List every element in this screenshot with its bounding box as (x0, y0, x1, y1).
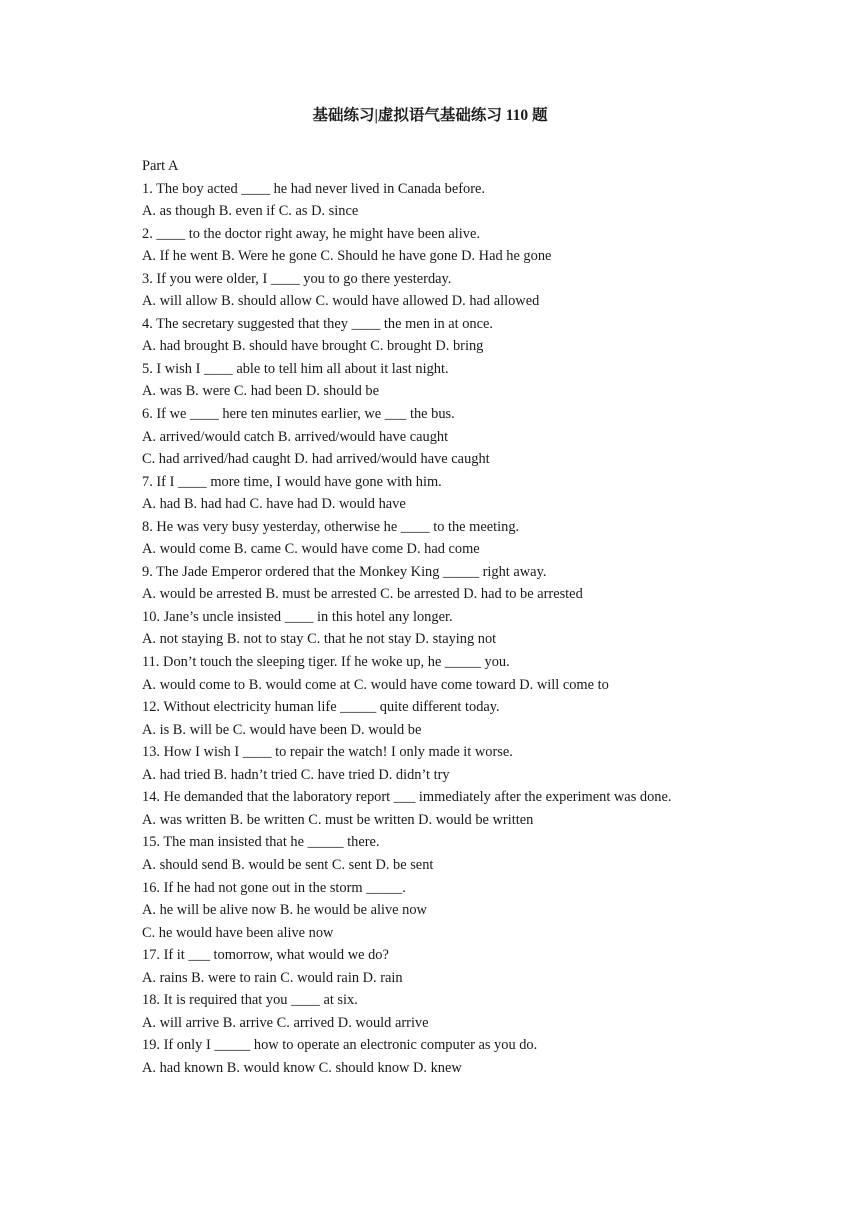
document-line: 2. ____ to the doctor right away, he might have been alive. (142, 225, 480, 242)
document-line: 18. It is required that you ____ at six. (142, 992, 358, 1009)
document-line: A. as though B. even if C. as D. since (142, 203, 359, 220)
document-line: 17. If it ___ tomorrow, what would we do? (142, 947, 389, 964)
document-line: A. If he went B. Were he gone C. Should he have gone D. Had he gone (142, 248, 552, 265)
document-line: 19. If only I _____ how to operate an electronic computer as you do. (142, 1037, 538, 1054)
document-line: 13. How I wish I ____ to repair the watch! I only made it worse. (142, 744, 513, 761)
document-line: A. will allow B. should allow C. would have allowed D. had allowed (142, 293, 540, 310)
document-line: C. he would have been alive now (142, 924, 334, 941)
document-line: 6. If we ____ here ten minutes earlier, we ___ the bus. (142, 406, 455, 423)
document-line: 11. Don’t touch the sleeping tiger. If he woke up, he _____ you. (142, 654, 510, 671)
document-line: A. will arrive B. arrive C. arrived D. would arrive (142, 1014, 429, 1031)
document-title: 基础练习|虚拟语气基础练习 110 题 (312, 107, 548, 124)
document-line: A. he will be alive now B. he would be alive now (142, 902, 427, 919)
document-line: 7. If I ____ more time, I would have gone with him. (142, 473, 442, 490)
document-line: A. was written B. be written C. must be written D. would be written (142, 811, 534, 828)
question-list (142, 178, 702, 1080)
document-line: A. had tried B. hadn’t tried C. have tried D. didn’t try (142, 766, 450, 783)
document-line: A. had brought B. should have brought C. brought D. bring (142, 338, 484, 355)
document-line: A. had known B. would know C. should know D. knew (142, 1059, 462, 1076)
document-line: 12. Without electricity human life _____ quite different today. (142, 699, 500, 716)
document-line: A. would be arrested B. must be arrested C. be arrested D. had to be arrested (142, 586, 583, 603)
section-heading: Part A (142, 158, 179, 174)
document-line: A. was B. were C. had been D. should be (142, 383, 379, 400)
document-line: 9. The Jade Emperor ordered that the Monkey King _____ right away. (142, 563, 547, 580)
document-body (142, 155, 702, 1079)
document-line: 8. He was very busy yesterday, otherwise he ____ to the meeting. (142, 518, 520, 535)
document-line: A. had B. had had C. have had D. would have (142, 496, 406, 513)
document-line: 15. The man insisted that he _____ there. (142, 834, 380, 851)
document-line: A. would come B. came C. would have come D. had come (142, 541, 480, 558)
document-line: A. is B. will be C. would have been D. would be (142, 721, 422, 738)
document-line: 14. He demanded that the laboratory report ___ immediately after the experiment was done. (142, 789, 672, 806)
document-line: A. rains B. were to rain C. would rain D. rain (142, 969, 403, 986)
document-line: 10. Jane’s uncle insisted ____ in this hotel any longer. (142, 608, 453, 625)
document-line: 3. If you were older, I ____ you to go there yesterday. (142, 270, 452, 287)
document-line: 4. The secretary suggested that they ____ the men in at once. (142, 315, 493, 332)
document-line: A. would come to B. would come at C. would have come toward D. will come to (142, 676, 609, 693)
document-line: A. should send B. would be sent C. sent D. be sent (142, 856, 434, 873)
document-line: 5. I wish I ____ able to tell him all about it last night. (142, 360, 449, 377)
document-line: A. not staying B. not to stay C. that he not stay D. staying not (142, 631, 497, 648)
document-line: A. arrived/would catch B. arrived/would have caught (142, 428, 449, 445)
document-line: C. had arrived/had caught D. had arrived/would have caught (142, 451, 490, 468)
document-line: 16. If he had not gone out in the storm _____. (142, 879, 406, 896)
document-line: 1. The boy acted ____ he had never lived in Canada before. (142, 180, 485, 197)
